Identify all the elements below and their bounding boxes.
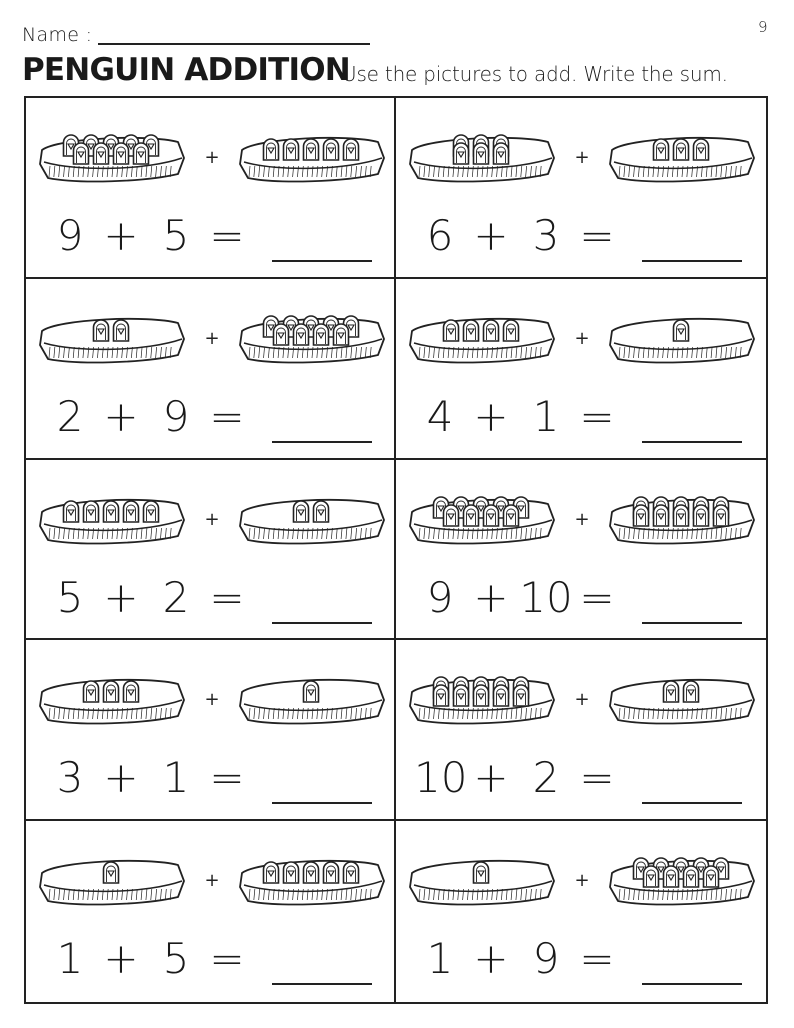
ice-floe-icon xyxy=(410,135,554,181)
ice-floe-icon xyxy=(610,319,754,363)
equals-sign: = xyxy=(209,211,245,260)
ice-floe-icon xyxy=(40,861,184,905)
addend-1: 9 xyxy=(426,572,454,622)
penguin-icon xyxy=(104,862,119,883)
addend-2: 2 xyxy=(532,753,560,803)
plus-sign: + xyxy=(103,391,139,441)
answer-blank[interactable] xyxy=(272,622,372,624)
penguin-icon xyxy=(344,862,359,883)
name-label: Name : xyxy=(22,24,93,46)
penguin-icon xyxy=(304,681,319,702)
ice-floe-icon xyxy=(240,861,384,905)
penguin-icon xyxy=(114,143,129,164)
addend-1: 6 xyxy=(426,211,454,260)
addend-1: 2 xyxy=(56,391,84,441)
penguin-picture xyxy=(34,664,390,736)
ice-floe-icon xyxy=(610,138,754,182)
answer-blank[interactable] xyxy=(642,441,742,443)
picture-plus-sign: + xyxy=(574,689,590,711)
penguin-icon xyxy=(104,501,119,522)
answer-blank[interactable] xyxy=(642,260,742,262)
penguin-icon xyxy=(144,501,159,522)
ice-floe-icon xyxy=(610,680,754,724)
equation xyxy=(414,927,760,991)
equation xyxy=(44,927,390,991)
penguin-icon xyxy=(684,866,699,887)
penguin-icon xyxy=(504,320,519,341)
plus-sign: + xyxy=(473,572,509,622)
penguin-icon xyxy=(84,681,99,702)
penguin-icon xyxy=(344,139,359,160)
addend-1: 9 xyxy=(56,211,84,260)
problem-cell xyxy=(396,279,766,460)
penguin-picture xyxy=(34,845,390,917)
penguin-icon xyxy=(124,681,139,702)
ice-floe-icon xyxy=(40,319,184,363)
plus-sign: + xyxy=(473,391,509,441)
penguin-icon xyxy=(464,505,479,526)
penguin-icon xyxy=(474,862,489,883)
plus-sign: + xyxy=(103,934,139,984)
penguin-icon xyxy=(74,143,89,164)
addend-1: 5 xyxy=(56,572,84,622)
penguin-picture xyxy=(404,845,760,917)
answer-blank[interactable] xyxy=(272,983,372,985)
instructions-text: Use the pictures to add. Write the sum. xyxy=(342,62,728,86)
plus-sign: + xyxy=(103,753,139,803)
penguin-icon xyxy=(324,139,339,160)
penguin-icon xyxy=(634,505,649,526)
penguin-icon xyxy=(674,139,689,160)
problem-grid xyxy=(24,96,768,1004)
equals-sign: = xyxy=(579,572,615,622)
penguin-icon xyxy=(94,320,109,341)
penguin-picture xyxy=(404,303,760,375)
penguin-icon xyxy=(484,505,499,526)
equation xyxy=(44,746,390,810)
answer-blank[interactable] xyxy=(272,802,372,804)
penguin-picture xyxy=(34,484,390,556)
penguin-icon xyxy=(274,324,289,345)
picture-plus-sign: + xyxy=(204,689,220,711)
penguin-icon xyxy=(504,505,519,526)
equation xyxy=(44,204,390,268)
plus-sign: + xyxy=(103,211,139,260)
picture-plus-sign: + xyxy=(204,147,220,168)
picture-plus-sign: + xyxy=(574,327,590,349)
addend-2: 5 xyxy=(162,211,190,260)
equals-sign: = xyxy=(209,753,245,803)
answer-blank[interactable] xyxy=(642,983,742,985)
penguin-icon xyxy=(84,501,99,522)
answer-blank[interactable] xyxy=(642,802,742,804)
penguin-icon xyxy=(674,320,689,341)
penguin-picture xyxy=(404,484,760,556)
penguin-icon xyxy=(334,324,349,345)
ice-floe-icon xyxy=(410,319,554,363)
problem-cell xyxy=(26,640,396,821)
penguin-icon xyxy=(314,324,329,345)
penguin-icon xyxy=(114,320,129,341)
penguin-icon xyxy=(284,862,299,883)
equals-sign: = xyxy=(209,572,245,622)
penguin-icon xyxy=(654,139,669,160)
penguin-icon xyxy=(454,143,469,164)
penguin-picture xyxy=(34,122,390,194)
penguin-icon xyxy=(674,505,689,526)
ice-floe-icon xyxy=(40,680,184,724)
penguin-icon xyxy=(304,139,319,160)
equals-sign: = xyxy=(579,211,615,260)
penguin-icon xyxy=(284,139,299,160)
penguin-icon xyxy=(94,143,109,164)
worksheet-header xyxy=(0,0,794,96)
answer-blank[interactable] xyxy=(642,622,742,624)
penguin-icon xyxy=(474,143,489,164)
ice-floe-icon xyxy=(410,861,554,905)
penguin-icon xyxy=(694,505,709,526)
penguin-icon xyxy=(64,501,79,522)
ice-floe-icon xyxy=(40,499,184,543)
penguin-picture xyxy=(34,303,390,375)
equation xyxy=(44,385,390,449)
penguin-icon xyxy=(474,685,489,706)
penguin-icon xyxy=(714,505,729,526)
ice-floe-icon xyxy=(410,677,554,723)
answer-blank[interactable] xyxy=(272,441,372,443)
ice-floe-icon xyxy=(410,497,554,543)
penguin-icon xyxy=(304,862,319,883)
penguin-icon xyxy=(664,681,679,702)
equals-sign: = xyxy=(209,391,245,441)
penguin-icon xyxy=(324,862,339,883)
penguin-icon xyxy=(494,143,509,164)
picture-plus-sign: + xyxy=(574,147,590,168)
problem-cell xyxy=(396,460,766,641)
penguin-picture xyxy=(404,122,760,194)
penguin-icon xyxy=(514,685,529,706)
plus-sign: + xyxy=(473,211,509,260)
equals-sign: = xyxy=(209,934,245,984)
plus-sign: + xyxy=(473,753,509,803)
penguin-icon xyxy=(664,866,679,887)
penguin-icon xyxy=(684,681,699,702)
equals-sign: = xyxy=(579,934,615,984)
addend-2: 9 xyxy=(162,391,190,441)
problem-cell xyxy=(396,821,766,1002)
problem-cell xyxy=(26,98,396,279)
equals-sign: = xyxy=(579,753,615,803)
problem-cell xyxy=(26,279,396,460)
equation xyxy=(414,385,760,449)
equals-sign: = xyxy=(579,391,615,441)
picture-plus-sign: + xyxy=(574,870,590,892)
penguin-icon xyxy=(294,324,309,345)
penguin-icon xyxy=(494,685,509,706)
penguin-icon xyxy=(694,139,709,160)
penguin-icon xyxy=(124,501,139,522)
ice-floe-icon xyxy=(610,858,754,904)
addend-2: 2 xyxy=(162,572,190,622)
picture-plus-sign: + xyxy=(574,508,590,530)
penguin-icon xyxy=(434,685,449,706)
equation xyxy=(414,566,760,630)
addend-1: 1 xyxy=(56,934,84,984)
picture-plus-sign: + xyxy=(204,508,220,530)
problem-cell xyxy=(396,98,766,279)
addend-2: 1 xyxy=(532,391,560,441)
penguin-icon xyxy=(704,866,719,887)
addend-2: 5 xyxy=(162,934,190,984)
picture-plus-sign: + xyxy=(204,870,220,892)
addend-1: 4 xyxy=(426,391,454,441)
ice-floe-icon xyxy=(240,316,384,362)
penguin-icon xyxy=(264,862,279,883)
addend-2: 3 xyxy=(532,211,560,260)
problem-cell xyxy=(26,821,396,1002)
penguin-icon xyxy=(314,501,329,522)
penguin-icon xyxy=(264,139,279,160)
addend-1: 3 xyxy=(56,753,84,803)
penguin-icon xyxy=(444,320,459,341)
problem-cell xyxy=(26,460,396,641)
equation xyxy=(414,204,760,268)
penguin-icon xyxy=(104,681,119,702)
plus-sign: + xyxy=(103,572,139,622)
problem-cell xyxy=(396,640,766,821)
ice-floe-icon xyxy=(240,138,384,182)
addend-2: 9 xyxy=(532,934,560,984)
name-answer-line[interactable] xyxy=(98,43,370,45)
penguin-icon xyxy=(444,505,459,526)
equation xyxy=(414,746,760,810)
answer-blank[interactable] xyxy=(272,260,372,262)
penguin-picture xyxy=(404,664,760,736)
addend-2: 1 xyxy=(162,753,190,803)
addend-1: 10 xyxy=(414,753,468,803)
equation xyxy=(44,566,390,630)
penguin-icon xyxy=(454,685,469,706)
penguin-icon xyxy=(644,866,659,887)
penguin-icon xyxy=(464,320,479,341)
penguin-icon xyxy=(654,505,669,526)
ice-floe-icon xyxy=(40,135,184,181)
addend-1: 1 xyxy=(426,934,454,984)
ice-floe-icon xyxy=(610,497,754,543)
worksheet-title: PENGUIN ADDITION xyxy=(22,52,350,88)
ice-floe-icon xyxy=(240,680,384,724)
addend-2: 10 xyxy=(519,572,573,622)
picture-plus-sign: + xyxy=(204,327,220,349)
penguin-icon xyxy=(484,320,499,341)
page-number: 9 xyxy=(758,18,768,36)
plus-sign: + xyxy=(473,934,509,984)
penguin-icon xyxy=(134,143,149,164)
penguin-icon xyxy=(294,501,309,522)
ice-floe-icon xyxy=(240,499,384,543)
